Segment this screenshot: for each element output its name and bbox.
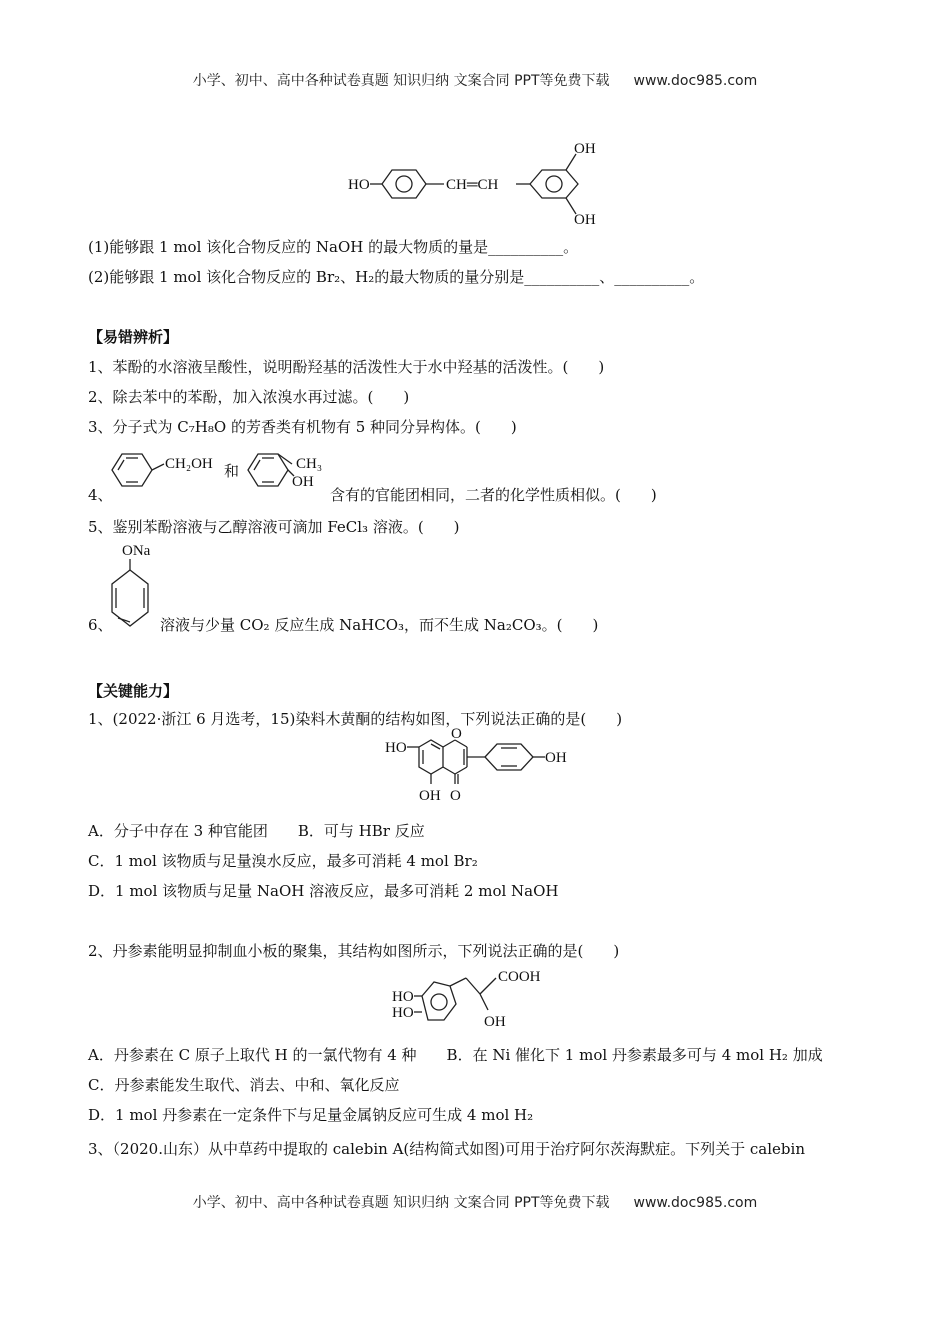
footer-url: www.doc985.com [633,1195,758,1211]
question-2: (2)能够跟 1 mol 该化合物反应的 Br₂、H₂的最大物质的量分别是__________、__________。 [88,268,705,286]
ability-q1-stem: 1、(2022·浙江 6 月选考，15)染料木黄酮的结构如图，下列说法正确的是( ) [88,710,623,728]
struct-cooh-label: COOH [498,969,541,985]
struct-ona-label: ONa [122,543,151,559]
ability-q1-option-c: C．1 mol 该物质与足量溴水反应，最多可消耗 4 mol Br₂ [88,852,478,870]
ability-q1-option-ab: A．分子中存在 3 种官能团 B．可与 HBr 反应 [88,822,425,840]
struct-and-label: 和 [224,464,240,480]
structure-stilbene [340,138,620,234]
ability-q1-option-d: D．1 mol 该物质与足量 NaOH 溶液反应，最多可消耗 2 mol NaOH [88,882,559,900]
question-1: (1)能够跟 1 mol 该化合物反应的 NaOH 的最大物质的量是__________。 [88,238,579,256]
ability-q2-option-c: C．丹参素能发生取代、消去、中和、氧化反应 [88,1076,400,1094]
struct-oh-label: OH [292,474,314,490]
struct-oh-top: OH [574,141,596,157]
structure-benzyl-cresol [108,444,333,500]
error-item-5: 5、鉴别苯酚溶液与乙醇溶液可滴加 FeCl₃ 溶液。( ) [88,518,460,536]
error-item-2: 2、除去苯中的苯酚，加入浓溴水再过滤。( ) [88,388,410,406]
struct-ho-1: HO [392,989,414,1005]
ability-q3-stem: 3、（2020.山东）从中草药中提取的 calebin A(结构简式如图)可用于治疗阿尔茨海默症。下列关于 calebin [88,1140,805,1158]
structure-genistein [385,726,575,810]
ability-q2-stem: 2、丹参素能明显抑制血小板的聚集，其结构如图所示，下列说法正确的是( ) [88,942,620,960]
struct-ch3-label: CH₃ [296,456,323,472]
error-item-1: 1、苯酚的水溶液呈酸性，说明酚羟基的活泼性大于水中羟基的活泼性。( ) [88,358,605,376]
struct-oh-label: OH [484,1014,506,1030]
error-item-6-text: 溶液与少量 CO₂ 反应生成 NaHCO₃，而不生成 Na₂CO₃。( ) [160,616,599,634]
structure-danshensu [388,962,568,1038]
structure-sodium-phenoxide [108,540,168,640]
error-item-4-text: 含有的官能团相同，二者的化学性质相似。( ) [330,486,657,504]
struct-ho-label: HO [385,740,407,756]
struct-oh-bottom-label: OH [419,788,441,804]
header-text: 小学、初中、高中各种试卷真题 知识归纳 文案合同 PPT等免费下载 [192,73,610,89]
error-item-6-num: 6、 [88,616,113,634]
header-url: www.doc985.com [633,73,758,89]
page-header [0,70,950,90]
struct-oh-bottom: OH [574,212,596,228]
section-title-ability: 【关键能力】 [88,682,179,700]
struct-ho-2: HO [392,1005,414,1021]
ability-q2-option-ab: A．丹参素在 C 原子上取代 H 的一氯代物有 4 种 B．在 Ni 催化下 1 mol 丹参素最多可与 4 mol H₂ 加成 [88,1046,823,1064]
struct-chain-label: CH═CH [446,177,499,193]
page-footer [0,1192,950,1212]
struct-ho-label: HO [348,177,370,193]
struct-oh-right-label: OH [545,750,567,766]
footer-text: 小学、初中、高中各种试卷真题 知识归纳 文案合同 PPT等免费下载 [192,1195,610,1211]
struct-o-ketone-label: O [450,788,461,804]
error-item-3: 3、分子式为 C₇H₈O 的芳香类有机物有 5 种同分异构体。( ) [88,418,517,436]
struct-ch2oh-label: CH₂OH [165,456,213,472]
error-item-4-num: 4、 [88,486,113,504]
struct-o-ring-label: O [451,726,462,742]
ability-q2-option-d: D．1 mol 丹参素在一定条件下与足量金属钠反应可生成 4 mol H₂ [88,1106,534,1124]
section-title-errors: 【易错辨析】 [88,328,179,346]
